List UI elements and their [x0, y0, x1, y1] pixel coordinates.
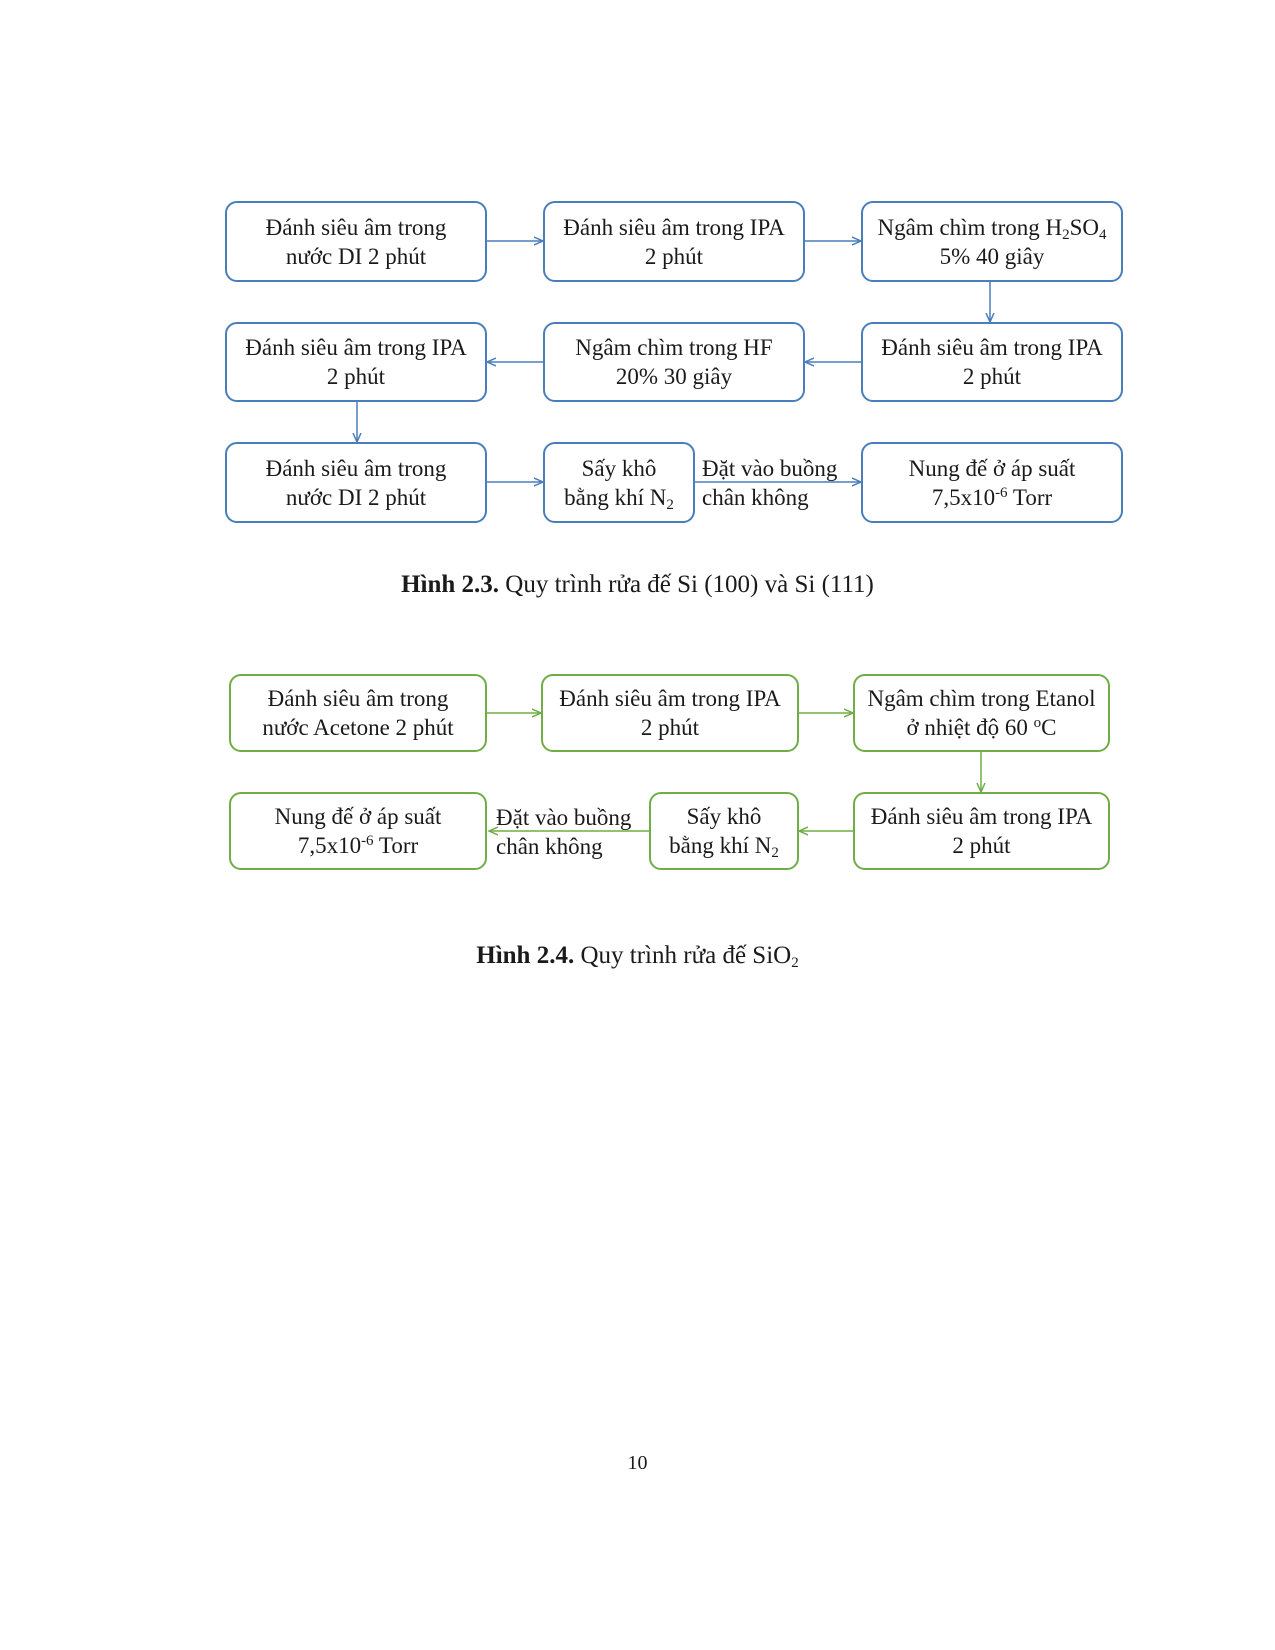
f24-step-1-line-2: nước Acetone 2 phút — [262, 715, 454, 740]
f23-step-5-line-2: 20% 30 giây — [615, 364, 733, 389]
f23-step-9-text-b: Torr — [1007, 484, 1053, 510]
f23-caption-text: Quy trình rửa đế Si (100) và Si (111) — [499, 571, 874, 598]
f23-step-1-line-1: Đánh siêu âm trong — [265, 214, 447, 240]
f23-step-5-line-1: Ngâm chìm trong HF — [575, 335, 773, 360]
f23-step-8 — [543, 442, 695, 523]
f23-step-2-line-1: Đánh siêu âm trong IPA — [563, 214, 785, 240]
f23-step-8-line-1: Sấy khô — [581, 455, 657, 481]
f23-step-4 — [861, 322, 1123, 402]
f24-step-4 — [853, 792, 1110, 870]
f24-step-4-line-2: 2 phút — [952, 833, 1011, 858]
f23-step-9-sup: -6 — [995, 484, 1008, 501]
f24-step-2-line-2: 2 phút — [640, 715, 700, 740]
f24-caption-text: Quy trình rửa đế SiO — [574, 942, 792, 969]
f24-step-3-text-b: C — [1041, 715, 1057, 740]
f23-step-8-line-2 — [564, 483, 674, 512]
f23-step-2 — [543, 201, 805, 282]
f24-step-5-line-2 — [669, 831, 779, 860]
f23-step-1-line-2: nước DI 2 phút — [285, 243, 427, 269]
f23-step-3-text-b: SO — [1069, 214, 1099, 240]
f24-step-1 — [229, 674, 487, 752]
f23-caption-label: Hình 2.3. — [401, 571, 500, 598]
f24-step-3-line-2 — [907, 713, 1057, 742]
f23-step-9 — [861, 442, 1123, 523]
f24-caption-sub: 2 — [791, 955, 799, 971]
f24-step-2-line-1: Đánh siêu âm trong IPA — [559, 686, 781, 711]
f24-edge-label-line-2: chân không — [496, 834, 603, 859]
f23-edge-label-line-1: Đặt vào buồng — [702, 456, 838, 481]
f23-step-6 — [225, 322, 487, 402]
f24-step-5-text: bằng khí N — [669, 833, 772, 858]
f24-edge-label-line-1: Đặt vào buồng — [496, 805, 632, 830]
f24-step-5 — [649, 792, 799, 870]
f24-step-5-line-1: Sấy khô — [686, 804, 762, 829]
f24-step-3-sup: o — [1033, 715, 1042, 731]
f24-step-5-sub: 2 — [771, 845, 779, 861]
f23-step-3 — [861, 201, 1123, 282]
f24-step-6-line-1: Nung đế ở áp suất — [274, 804, 442, 829]
f24-caption-label: Hình 2.4. — [476, 942, 575, 969]
f24-edge-label — [496, 803, 631, 861]
f23-step-7 — [225, 442, 487, 523]
f23-step-9-line-2 — [932, 483, 1052, 512]
f23-step-2-line-2: 2 phút — [644, 243, 704, 269]
f23-step-4-line-2: 2 phút — [962, 364, 1022, 389]
f24-step-4-line-1: Đánh siêu âm trong IPA — [870, 804, 1093, 829]
f23-step-9-line-1: Nung đế ở áp suất — [908, 455, 1076, 481]
f23-caption — [0, 571, 1275, 599]
f23-step-7-line-1: Đánh siêu âm trong — [265, 455, 447, 481]
f24-step-3-line-1: Ngâm chìm trong Etanol — [867, 686, 1096, 711]
f23-step-8-text: bằng khí N — [564, 484, 667, 510]
f23-step-6-line-1: Đánh siêu âm trong IPA — [245, 335, 467, 360]
f23-step-3-sub-1: 2 — [1062, 226, 1070, 243]
f23-step-5 — [543, 322, 805, 402]
f23-edge-label-line-2: chân không — [702, 485, 809, 510]
f24-step-3 — [853, 674, 1110, 752]
f23-step-7-line-2: nước DI 2 phút — [285, 484, 427, 510]
f23-step-3-line-1 — [877, 213, 1106, 242]
f23-step-3-text-a: Ngâm chìm trong H — [877, 214, 1063, 240]
f24-step-6-text-a: 7,5x10 — [297, 833, 362, 858]
f23-step-1 — [225, 201, 487, 282]
f24-step-6-sup: -6 — [361, 833, 374, 849]
f23-step-8-sub: 2 — [666, 496, 674, 513]
f23-step-3-sub-2: 4 — [1099, 226, 1107, 243]
f23-step-6-line-2: 2 phút — [326, 364, 386, 389]
f24-step-1-line-1: Đánh siêu âm trong — [267, 686, 449, 711]
f24-caption — [0, 942, 1275, 970]
f23-edge-label — [702, 454, 837, 512]
f24-step-6-text-b: Torr — [373, 833, 419, 858]
f23-step-9-text-a: 7,5x10 — [931, 484, 996, 510]
f23-step-4-line-1: Đánh siêu âm trong IPA — [881, 335, 1103, 360]
f24-step-2 — [541, 674, 799, 752]
f24-step-6-line-2 — [298, 831, 418, 860]
f24-step-6 — [229, 792, 487, 870]
f24-step-3-text-a: ở nhiệt độ 60 — [906, 715, 1034, 740]
f23-step-3-line-2: 5% 40 giây — [939, 243, 1045, 269]
page-number: 10 — [627, 1452, 648, 1474]
